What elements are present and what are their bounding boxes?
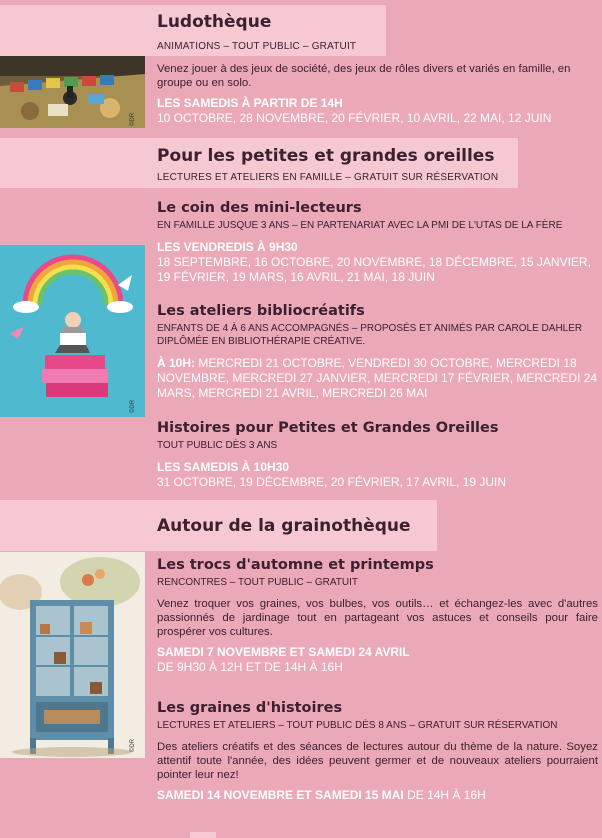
board-game-image <box>0 56 145 128</box>
graines-histoires-when: SAMEDI 14 NOVEMBRE ET SAMEDI 15 MAI <box>157 788 404 802</box>
board-game-illustration <box>0 56 145 128</box>
bibliocreatifs-title: Les ateliers bibliocréatifs <box>157 303 365 319</box>
trocs-when: SAMEDI 7 NOVEMBRE ET SAMEDI 24 AVRIL <box>157 645 410 659</box>
mini-lecteurs-title: Le coin des mini-lecteurs <box>157 200 362 216</box>
graines-histoires-section <box>157 700 598 803</box>
ludotheque-header <box>0 5 386 56</box>
oreilles-header <box>0 138 518 188</box>
bottom-tab <box>190 832 216 838</box>
grainotheque-credit: ©DR <box>130 738 136 752</box>
ludotheque-subtitle: ANIMATIONS – TOUT PUBLIC – GRATUIT <box>157 41 357 52</box>
mini-lecteurs-when: LES VENDREDIS À 9H30 <box>157 240 298 254</box>
seed-cabinet-image <box>0 552 145 758</box>
mini-lecteurs-subtitle: EN FAMILLE JUSQUE 3 ANS – EN PARTENARIAT AVEC LA PMI DE L'UTAS DE LA FÈRE <box>157 220 563 231</box>
mini-readers-image <box>0 245 145 417</box>
mini-lecteurs-dates: 18 SEPTEMBRE, 16 OCTOBRE, 20 NOVEMBRE, 18 DÉCEMBRE, 15 JANVIER, 19 FÉVRIER, 19 MARS, 16 AVRIL, 21 MAI, 18 JUIN <box>157 255 591 284</box>
ludotheque-description: Venez jouer à des jeux de société, des jeux de rôles divers et variés en famille, en groupe ou en solo. <box>157 63 571 89</box>
histoires-dates: 31 OCTOBRE, 19 DÉCEMBRE, 20 FÉVRIER, 17 AVRIL, 19 JUIN <box>157 475 507 489</box>
child-reading-illustration <box>0 245 145 417</box>
grainotheque-header <box>0 500 437 551</box>
mini-lecteurs-section <box>157 200 598 285</box>
ludotheque-when: LES SAMEDIS À PARTIR DE 14H <box>157 96 343 110</box>
graines-histoires-description: Des ateliers créatifs et des séances de lectures autour du thème de la nature. Soyez attentif toute l'année, des idées peuvent germer et de nouveaux ateliers pourraient pointer leur nez! <box>157 741 598 781</box>
trocs-subtitle: RENCONTRES – TOUT PUBLIC – GRATUIT <box>157 577 358 588</box>
graines-histoires-subtitle: LECTURES ET ATELIERS – TOUT PUBLIC DÈS 8 ANS – GRATUIT SUR RÉSERVATION <box>157 720 558 731</box>
oreilles-title: Pour les petites et grandes oreilles <box>157 146 495 166</box>
bibliocreatifs-section <box>157 303 598 401</box>
trocs-title: Les trocs d'automne et printemps <box>157 557 434 573</box>
trocs-description: Venez troquer vos graines, vos bulbes, vos outils… et échangez-les avec d'autres passionnés de jardinage tout en partageant vos astuces et conseils pour faire prospérer vos cultures. <box>157 598 598 638</box>
graines-histoires-schedule <box>157 788 598 803</box>
oreilles-credit: ©DR <box>130 399 136 413</box>
histoires-when: LES SAMEDIS À 10H30 <box>157 460 290 474</box>
graines-histoires-hours: DE 14H À 16H <box>407 788 486 802</box>
bibliocreatifs-subtitle: ENFANTS DE 4 À 6 ANS ACCOMPAGNÉS – PROPOSÉS ET ANIMÉS PAR CAROLE DAHLER DIPLÔMÉE EN BIBLIOTHÉRAPIE CRÉATIVE. <box>157 323 583 347</box>
trocs-hours: DE 9H30 À 12H ET DE 14H À 16H <box>157 660 343 674</box>
ludotheque-title: Ludothèque <box>157 12 272 32</box>
histoires-title: Histoires pour Petites et Grandes Oreilles <box>157 420 499 436</box>
ludotheque-content <box>157 62 598 126</box>
grainotheque-title: Autour de la grainothèque <box>157 516 411 536</box>
histoires-subtitle: TOUT PUBLIC DÈS 3 ANS <box>157 440 278 451</box>
graines-histoires-title: Les graines d'histoires <box>157 700 343 716</box>
ludotheque-credit: ©DR <box>130 112 136 126</box>
bibliocreatifs-schedule <box>157 356 598 401</box>
trocs-section <box>157 557 598 675</box>
bibliocreatifs-when: À 10H: <box>157 356 196 370</box>
bibliocreatifs-dates: MERCREDI 21 OCTOBRE, VENDREDI 30 OCTOBRE, MERCREDI 18 NOVEMBRE, MERCREDI 27 JANVIER, MERCREDI 17 FÉVRIER, MERCREDI 24 MARS, MERCREDI 21 AVRIL, MERCREDI 26 MAI <box>157 356 598 400</box>
histoires-section <box>157 420 598 490</box>
blue-cabinet-illustration <box>0 552 145 758</box>
ludotheque-dates: 10 OCTOBRE, 28 NOVEMBRE, 20 FÉVRIER, 10 AVRIL, 22 MAI, 12 JUIN <box>157 111 552 125</box>
oreilles-subtitle: LECTURES ET ATELIERS EN FAMILLE – GRATUIT SUR RÉSERVATION <box>157 172 499 183</box>
